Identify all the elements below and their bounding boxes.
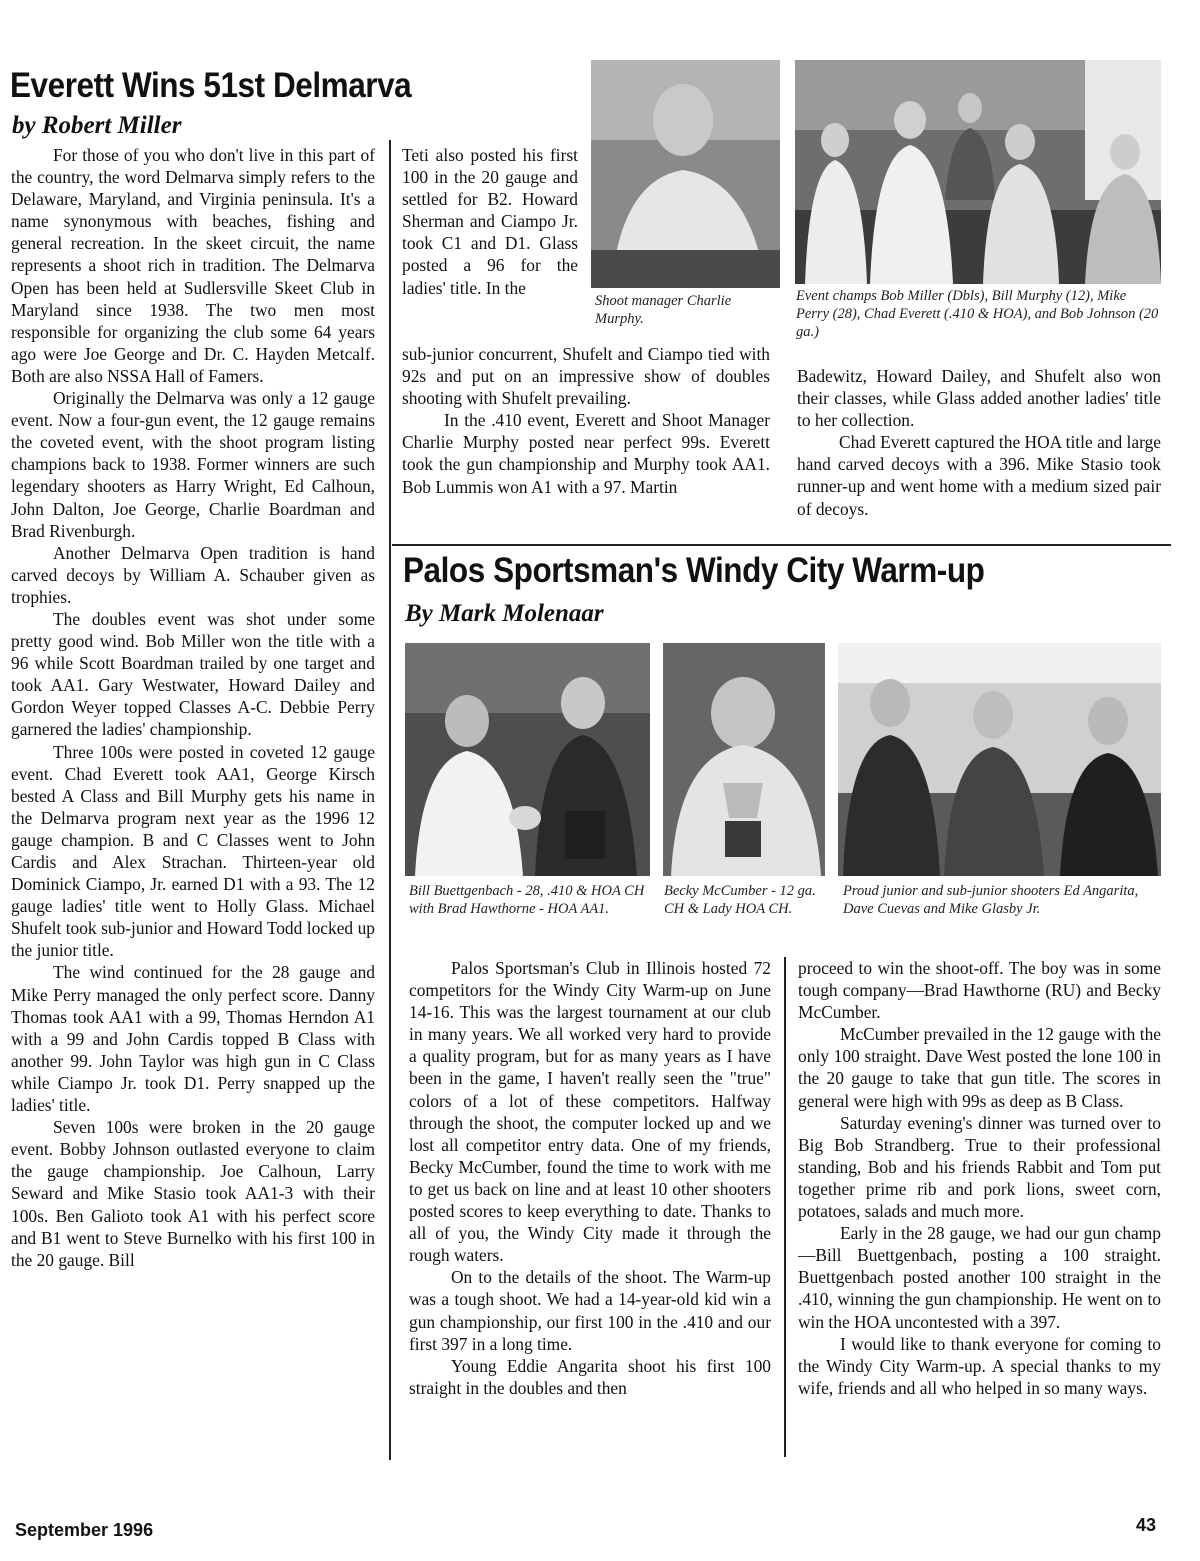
photo-becky-mccumber bbox=[663, 643, 825, 876]
photo-junior-shooters bbox=[838, 643, 1161, 876]
paragraph: Three 100s were posted in coveted 12 gauge event. Chad Everett took AA1, George Kirsch bested A Class and Bill Murphy gets his name in the Delmarva program next year as the 1996 12 gauge champion. B and C Classes went to John Cardis and Alex Strachan. Thirteen-year old Dominick Ciampo, Jr. earned D1 with a 93. The 12 gauge ladies' title went to Holly Glass. Michael Shufelt took sub-junior and Howard Todd locked up the junior title. bbox=[11, 741, 375, 961]
paragraph: Chad Everett captured the HOA title and large hand carved decoys with a 396. Mike Stasio took runner-up and went home with a medium sized pair of decoys. bbox=[797, 432, 1161, 519]
column-divider bbox=[389, 140, 391, 1460]
paragraph: Young Eddie Angarita shoot his first 100 straight in the doubles and then bbox=[409, 1355, 771, 1398]
caption-junior-shooters: Proud junior and sub-junior shooters Ed Angarita, Dave Cuevas and Mike Glasby Jr. bbox=[843, 883, 1139, 917]
article1-byline: by Robert Miller bbox=[12, 112, 182, 139]
article1-title: Everett Wins 51st Delmarva bbox=[10, 66, 412, 105]
paragraph: Badewitz, Howard Dailey, and Shufelt also won their classes, while Glass added another ladies' title to her collection. bbox=[797, 366, 1161, 431]
article1-column-3 bbox=[797, 365, 1161, 520]
photo-buettgenbach-hawthorne bbox=[405, 643, 650, 876]
article-divider bbox=[392, 544, 1171, 546]
paragraph: The wind continued for the 28 gauge and Mike Perry managed the only perfect score. Danny Thomas took AA1 with a 99, Thomas Herndon A1 with a 99 and John Cardis topped B Class with another 99. John Taylor was high gun in C Class while Ciampo Jr. took D1. Perry snapped up the ladies' title. bbox=[11, 962, 375, 1116]
paragraph: Early in the 28 gauge, we had our gun champ—Bill Buettgenbach, posting a 100 straight. Buettgenbach posted another 100 straight in the .410, winning the gun championship. He went on to win the HOA uncontested with a 397. bbox=[798, 1223, 1161, 1332]
paragraph: Seven 100s were broken in the 20 gauge event. Bobby Johnson outlasted everyone to claim the gauge championship. Joe Calhoun, Larry Seward and Mike Stasio took AA1-3 with their 100s. Ben Galioto took A1 with his perfect score and B1 went to Steve Burnelko with his first 100 in the 20 gauge. Bill bbox=[11, 1117, 375, 1270]
caption-event-champs: Event champs Bob Miller (Dbls), Bill Murphy (12), Mike Perry (28), Chad Everett (.410 & HOA), and Bob Johnson (20 ga.) bbox=[796, 288, 1159, 340]
article1-column-2-bottom bbox=[402, 343, 770, 498]
article1-column-1 bbox=[11, 144, 375, 1271]
caption-charlie-murphy: Shoot manager Charlie Murphy. bbox=[595, 293, 732, 327]
photo-event-champs bbox=[795, 60, 1161, 284]
photo-charlie-murphy bbox=[591, 60, 780, 288]
article2-column-1 bbox=[409, 957, 771, 1399]
article2-column-2 bbox=[798, 957, 1161, 1399]
paragraph: proceed to win the shoot-off. The boy was in some tough company—Brad Hawthorne (RU) and Becky McCumber. bbox=[798, 958, 1161, 1023]
article2-title: Palos Sportsman's Windy City Warm-up bbox=[403, 551, 985, 590]
paragraph: Palos Sportsman's Club in Illinois hosted 72 competitors for the Windy City Warm-up on June 14-16. This was the largest tournament at our club in many years. We all worked very hard to provide a quality program, but for as many years as I have been in the game, I haven't really seen the "true" colors of a lot of these competitors. Halfway through the shoot, the computer locked up and we lost all competitor entry data. One of my friends, Becky McCumber, found the time to work with me to get us back on line and at least 10 other shooters posted scores to keep everything to date. Thanks to all of you, the Windy City made it through the rough waters. bbox=[409, 958, 771, 1266]
column-divider bbox=[784, 957, 786, 1457]
paragraph: I would like to thank everyone for coming to the Windy City Warm-up. A special thanks to my wife, friends and all who helped in so many ways. bbox=[798, 1333, 1161, 1398]
caption-buettgenbach-hawthorne: Bill Buettgenbach - 28, .410 & HOA CH with Brad Hawthorne - HOA AA1. bbox=[409, 883, 645, 917]
paragraph: Teti also posted his first 100 in the 20 gauge and settled for B2. Howard Sherman and Ciampo Jr. took C1 and D1. Glass posted a 96 for the ladies' title. In the bbox=[402, 145, 578, 298]
paragraph: Another Delmarva Open tradition is hand carved decoys by William A. Schauber given as trophies. bbox=[11, 542, 375, 607]
page-number: 43 bbox=[1136, 1515, 1157, 1535]
paragraph: The doubles event was shot under some pretty good wind. Bob Miller won the title with a 96 while Scott Boardman trailed by one target and took AA1. Gary Westwater, Howard Dailey and Gordon Weyer topped Classes A-C. Debbie Perry garnered the ladies' championship. bbox=[11, 608, 375, 740]
paragraph: sub-junior concurrent, Shufelt and Ciampo tied with 92s and put on an impressive show of doubles shooting with Shufelt prevailing. bbox=[402, 344, 770, 409]
article1-column-2-top bbox=[402, 144, 578, 299]
paragraph: McCumber prevailed in the 12 gauge with the only 100 straight. Dave West posted the lone 100 in the 20 gauge to take that gun title. The scores in general were high with 99s as deep as B Class. bbox=[798, 1024, 1161, 1111]
footer-date: September 1996 bbox=[15, 1520, 154, 1540]
paragraph: Saturday evening's dinner was turned over to Big Bob Strandberg. True to their professional standing, Bob and his friends Rabbit and Tom put together prime rib and pork lions, sweet corn, potatoes, salads and much more. bbox=[798, 1112, 1161, 1222]
paragraph: On to the details of the shoot. The Warm-up was a tough shoot. We had a 14-year-old kid win a gun championship, our first 100 in the .410 and our first 397 in a long time. bbox=[409, 1267, 771, 1354]
paragraph: In the .410 event, Everett and Shoot Manager Charlie Murphy posted near perfect 99s. Everett took the gun championship and Murphy took AA1. Bob Lummis won A1 with a 97. Martin bbox=[402, 410, 770, 497]
caption-becky-mccumber: Becky McCumber - 12 ga. CH & Lady HOA CH. bbox=[664, 883, 816, 917]
paragraph: For those of you who don't live in this part of the country, the word Delmarva simply refers to the Delaware, Maryland, and Virginia peninsula. It's a name synonymous with beaches, fishing and general recreation. In the skeet circuit, the name represents a shoot rich in tradition. The Delmarva Open has been held at Sudlersville Skeet Club in Maryland since 1938. The two men most responsible for organizing the club some 64 years ago were Joe George and Dr. C. Hayden Metcalf. Both are also NSSA Hall of Famers. bbox=[11, 145, 375, 386]
article2-byline: By Mark Molenaar bbox=[405, 600, 604, 627]
paragraph: Originally the Delmarva was only a 12 gauge event. Now a four-gun event, the 12 gauge remains the coveted event, with the shoot program listing champions back to 1938. Former winners are such legendary shooters as Harry Wright, Ed Calhoun, John Dalton, Joe George, Charlie Boardman and Brad Rivenburgh. bbox=[11, 388, 375, 541]
